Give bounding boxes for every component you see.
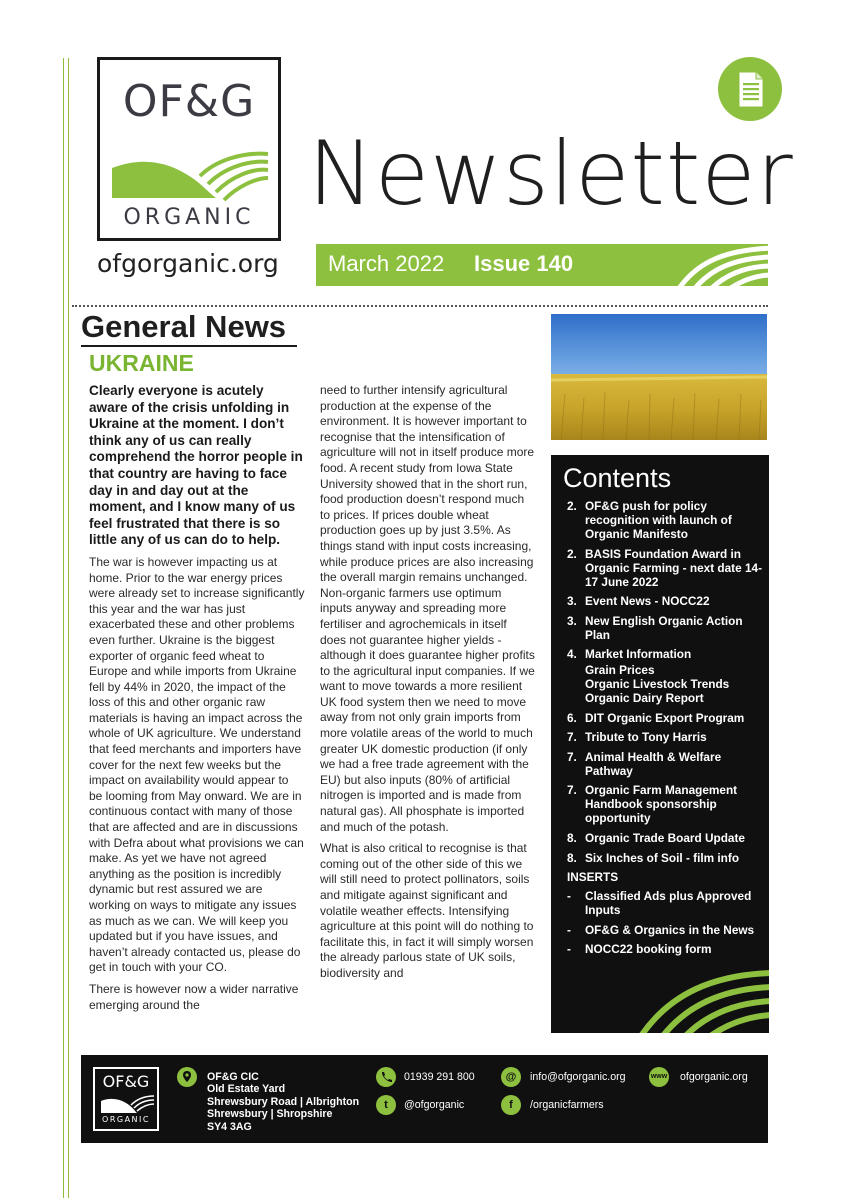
contents-item[interactable]: 2. OF&G push for policy recognition with launch of Organic Manifesto <box>567 499 732 541</box>
footer-phone[interactable]: 01939 291 800 <box>404 1071 475 1083</box>
twitter-icon: t <box>376 1095 396 1115</box>
phone-icon <box>376 1067 396 1087</box>
web-icon: www <box>649 1067 669 1087</box>
address-line: OF&G CIC <box>207 1071 259 1083</box>
article-paragraph: need to further intensify agricultural production at the expense of the environment. It is however important to recognise that the intensification of agriculture will not in itself produce more food. A recent study from Iowa State University showed that in the short run, food production doesn’t respond much to prices. If prices double wheat production goes up by just 3.5%. As things stand with input costs increasing, while produce prices are also increasing the overall margin remains unchanged. Non-organic farmers use optimum inputs anyway and spreading more fertiliser and agrochemicals in itself does not guarantee higher yields - although it does guarantee higher profits to the agricultural input companies. If we want to move towards a more resilient UK food system then we need to move away from not only grain imports from more volatile areas of the world to much greater UK domestic production (if only we had a free trade agreement with the EU) but also inputs (80% of artificial nitrogen is imported and is made from natural gas). All phosphate is imported and much of the potash. <box>320 383 535 834</box>
article-paragraph: What is also critical to recognise is that coming out of the other side of this we will still need to protect pollinators, soils and mitigate against significant and volatile weather effects. Intensifying agriculture at this point will do nothing to facilitate this, in fact it will simply worsen the already parlous state of UK soils, biodiversity and <box>320 841 534 980</box>
contents-item[interactable]: 8. Organic Trade Board Update <box>567 830 745 845</box>
wheat-field-photo <box>551 314 767 440</box>
address-line: Shrewsbury Road | Albrighton <box>207 1095 360 1108</box>
contents-item[interactable]: 3. New English Organic Action Plan <box>567 613 743 642</box>
ofg-logo <box>97 57 281 241</box>
contents-subitem: Grain Prices <box>585 662 655 677</box>
issue-date: March 2022 <box>328 251 445 276</box>
dotted-divider <box>72 305 768 307</box>
section-heading: General News <box>81 309 287 344</box>
arc-decoration-icon <box>619 963 769 1033</box>
logo-text-top: OF&G <box>122 76 256 127</box>
contents-heading: Contents <box>563 463 672 493</box>
contents-list <box>567 499 763 962</box>
article-lead: Clearly everyone is acutely aware of the crisis unfolding in Ukraine at the moment. I don’t think any of us can really comprehend the horror people in that country are having to face day in and day out at the moment, and I know many of us feel frustrated that there is so little any of us can do to help. <box>89 383 303 548</box>
contents-subitem: Organic Dairy Report <box>585 690 704 705</box>
footer-facebook[interactable]: /organicfarmers <box>530 1099 604 1111</box>
contents-item[interactable]: 7. Tribute to Tony Harris <box>567 730 707 745</box>
footer-twitter[interactable]: @ofgorganic <box>404 1099 465 1111</box>
contents-insert[interactable]: - NOCC22 booking form <box>567 942 712 957</box>
contents-subitem: Organic Livestock Trends <box>585 676 730 691</box>
footer-logo <box>93 1067 159 1131</box>
contents-insert[interactable]: - OF&G & Organics in the News <box>567 922 755 937</box>
newsletter-title: Newsletter <box>308 122 794 225</box>
contents-item[interactable]: 7. Organic Farm Management Handbook sponsorship opportunity <box>567 783 738 826</box>
contents-panel <box>551 455 769 1033</box>
arc-decoration-icon <box>648 244 768 286</box>
location-pin-icon <box>177 1067 197 1087</box>
field-logo-icon <box>108 140 270 202</box>
contents-subitems <box>567 663 763 705</box>
inserts-heading: INSERTS <box>567 870 619 885</box>
article-paragraph: There is however now a wider narrative emerging around the <box>89 981 299 1012</box>
issue-number: Issue 140 <box>474 251 574 276</box>
website-link[interactable]: ofgorganic.org <box>97 249 279 278</box>
contents-item[interactable]: 7. Animal Health & Welfare Pathway <box>567 749 722 778</box>
address-line: Old Estate Yard <box>207 1083 286 1096</box>
article-column-1 <box>89 383 305 1013</box>
article-paragraph: The war is however impacting us at home. Prior to the war energy prices were already set to increase significantly this year and the war has just exacerbated these and other problems even further. Ukraine is the biggest exporter of organic feed wheat to Europe and while imports from Ukraine fell by 44% in 2020, the impact of the loss of this and other organic raw materials is having an impact across the whole of UK agriculture. We understand that feed merchants and importers have cover for the next few weeks but the impact on availability would appear to be looming from May onward. We are in continuous contact with many of those that are affected and are in discussions with Defra about what provisions we can make. As yet we have not agreed anything as the position is incredibly dynamic but rest assured we are working on ways to mitigate any issues as much as we can. We will keep you updated but if you have issues, and haven’t already contacted us, please do get in touch with your CO. <box>89 554 305 975</box>
field-logo-icon <box>99 1093 155 1113</box>
footer-logo-bottom: ORGANIC <box>102 1115 150 1124</box>
logo-text-bottom: ORGANIC <box>123 205 255 230</box>
footer <box>81 1055 768 1143</box>
document-icon <box>718 57 782 121</box>
contents-item[interactable]: 8. Six Inches of Soil - film info <box>567 850 740 865</box>
contents-item[interactable]: 6. DIT Organic Export Program <box>567 710 745 725</box>
contents-insert[interactable]: - Classified Ads plus Approved Inputs <box>567 889 752 918</box>
contents-item[interactable]: 4. Market Information <box>567 647 692 662</box>
footer-logo-top: OF&G <box>102 1072 150 1091</box>
contents-item[interactable]: 3. Event News - NOCC22 <box>567 594 710 609</box>
footer-address <box>207 1071 359 1133</box>
contents-item[interactable]: 2. BASIS Foundation Award in Organic Farming - next date 14-17 June 2022 <box>567 546 762 589</box>
issue-bar <box>316 244 768 286</box>
facebook-icon: f <box>501 1095 521 1115</box>
article-column-2 <box>320 383 536 982</box>
email-icon: @ <box>501 1067 521 1087</box>
side-rule <box>63 58 69 1198</box>
heading-underline <box>81 345 297 347</box>
article-subheading: UKRAINE <box>89 350 194 376</box>
address-line: Shrewsbury | Shropshire <box>207 1108 333 1121</box>
footer-email[interactable]: info@ofgorganic.org <box>530 1071 626 1083</box>
address-line: SY4 3AG <box>207 1120 252 1133</box>
footer-website[interactable]: ofgorganic.org <box>680 1071 748 1083</box>
